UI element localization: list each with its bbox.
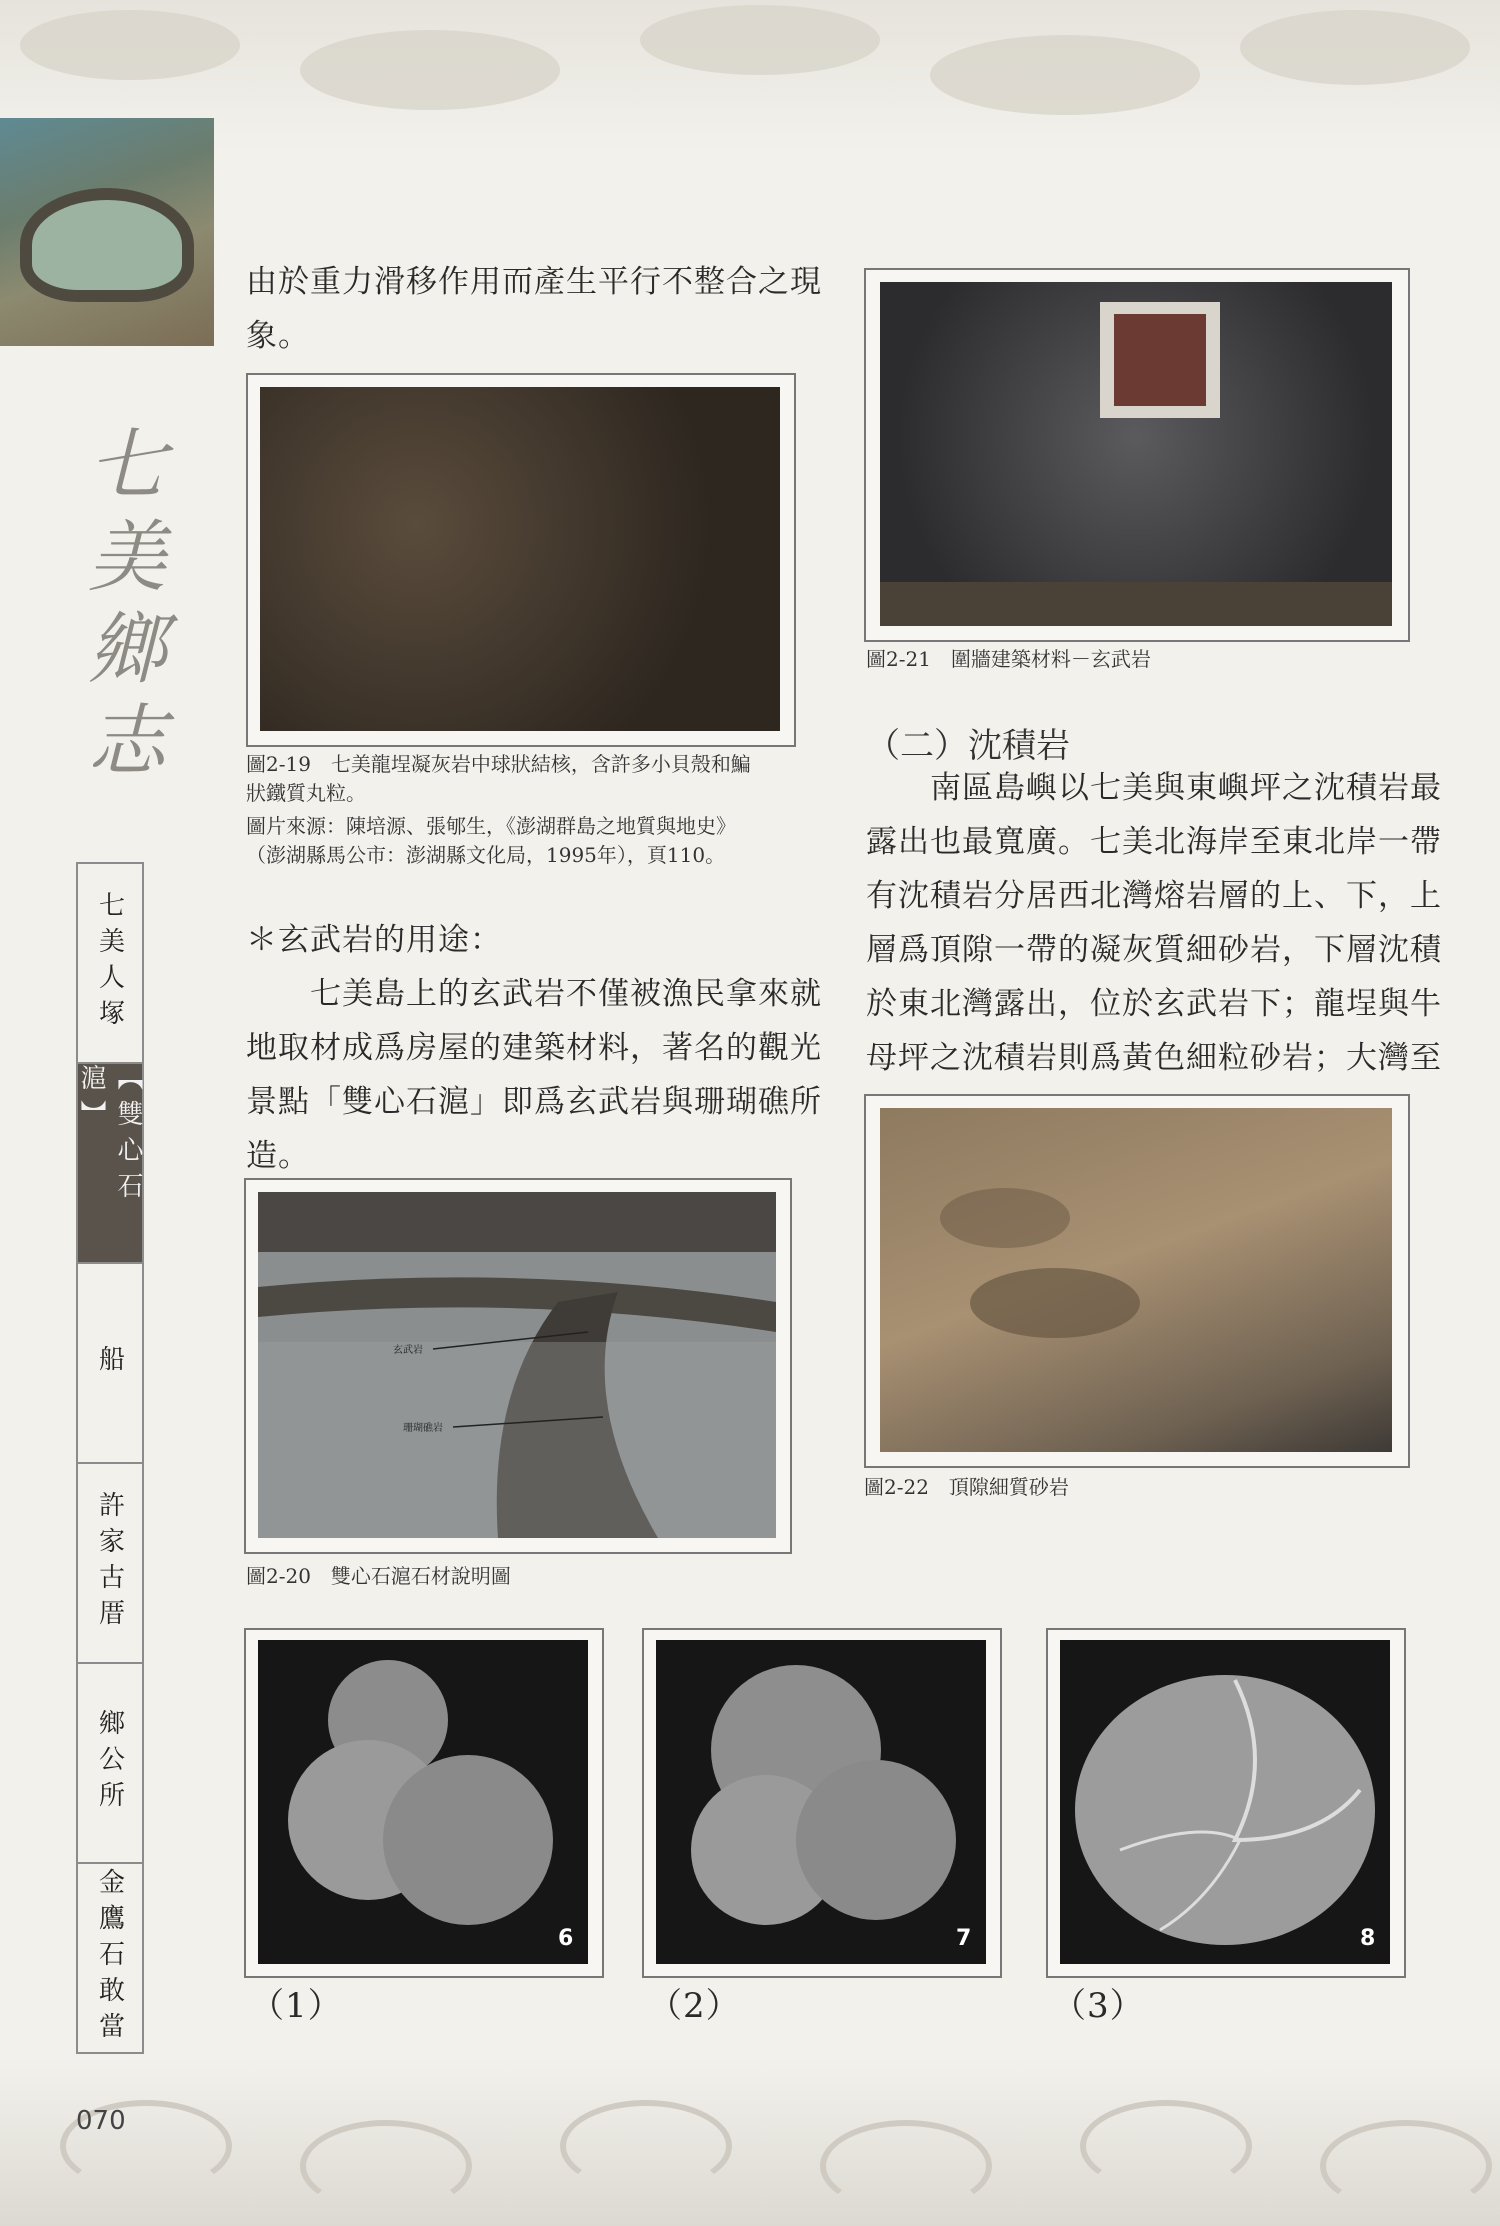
paragraph-line: 露出也最寬廣。七美北海岸至東北岸一帶 [866, 824, 1442, 860]
fig-2-22-frame [864, 1094, 1410, 1468]
fig-2-20-frame [244, 1178, 792, 1554]
fossil-label: （2） [648, 1986, 741, 2026]
double-heart-weir-thumbnail [0, 118, 214, 346]
page-number: 070 [76, 2106, 126, 2136]
paragraph-line: 有沈積岩分居西北灣熔岩層的上、下，上 [866, 878, 1442, 914]
basalt-heading: ＊玄武岩的用途： [246, 922, 502, 958]
book-title-vertical [72, 420, 182, 788]
intro-text-line: 象。 [246, 318, 310, 354]
paragraph-line: 層爲頂隙一帶的凝灰質細砂岩，下層沈積 [866, 932, 1442, 968]
section-heading: （二）沈積岩 [866, 726, 1070, 766]
nav-item-qimei-tomb[interactable]: 七美人塚 [78, 864, 142, 1064]
sandstone-photo [880, 1108, 1392, 1452]
nav-item-township-office[interactable]: 鄉公所 [78, 1664, 142, 1864]
book-title-char: 美 [87, 513, 166, 603]
fig-2-19-source: （澎湖縣馬公市：澎湖縣文化局，1995年），頁110。 [246, 843, 726, 867]
basalt-label: 玄武岩 [393, 1345, 423, 1356]
fossil-frame-3 [1046, 1628, 1406, 1978]
fossil-label: （1） [250, 1986, 343, 2026]
foraminifera-photo-3 [1060, 1640, 1390, 1964]
chapter-nav [76, 862, 144, 2054]
nav-item-stone-talisman[interactable]: 金鷹石敢當 [94, 1868, 125, 2048]
nav-item-double-heart-weir[interactable]: 【雙心石滬】 [78, 1064, 142, 1264]
cloud-header-decoration [0, 0, 1500, 150]
tuff-nodule-photo [260, 387, 780, 731]
basalt-text-line: 七美島上的玄武岩不僅被漁民拿來就 [246, 976, 822, 1012]
book-title-char: 志 [87, 697, 166, 787]
fossil-label: （3） [1052, 1986, 1145, 2026]
specimen-number: 7 [956, 1926, 972, 1951]
foraminifera-photo-2 [656, 1640, 986, 1964]
basalt-text-line: 景點「雙心石滬」即爲玄武岩與珊瑚礁所 [246, 1084, 822, 1120]
coral-label: 珊瑚礁岩 [403, 1423, 443, 1434]
specimen-number: 6 [558, 1926, 574, 1951]
basalt-text-line: 造。 [246, 1138, 310, 1174]
fossil-frame-2 [642, 1628, 1002, 1978]
basalt-wall-photo [880, 282, 1392, 626]
fig-2-22-caption: 圖2-22 頂隙細質砂岩 [864, 1475, 1069, 1499]
nav-item-boat[interactable]: 船 [78, 1264, 142, 1464]
fig-2-20-caption: 圖2-20 雙心石滬石材說明圖 [246, 1564, 511, 1588]
specimen-number: 8 [1360, 1926, 1376, 1951]
nav-item-hsu-house[interactable]: 許家古厝 [78, 1464, 142, 1664]
wave-footer-decoration [0, 2060, 1500, 2226]
book-title-char: 七 [87, 421, 166, 511]
book-title-char: 鄉 [87, 605, 166, 695]
fig-2-19-caption: 圖2-19 七美龍埕凝灰岩中球狀結核，含許多小貝殼和鯿 [246, 752, 751, 776]
fossil-frame-1 [244, 1628, 604, 1978]
basalt-text-line: 地取材成爲房屋的建築材料，著名的觀光 [246, 1030, 822, 1066]
fig-2-19-caption: 狀鐵質丸粒。 [246, 781, 366, 805]
paragraph-line: 南區島嶼以七美與東嶼坪之沈積岩最 [866, 770, 1442, 806]
paragraph-line: 母坪之沈積岩則爲黃色細粒砂岩；大灣至 [866, 1040, 1442, 1076]
fig-2-19-source: 圖片來源：陳培源、張郇生，《澎湖群島之地質與地史》 [246, 814, 736, 838]
foraminifera-photo-1 [258, 1640, 588, 1964]
fig-2-21-frame [864, 268, 1410, 642]
paragraph-line: 於東北灣露出，位於玄武岩下；龍埕與牛 [866, 986, 1442, 1022]
double-heart-weir-photo [258, 1192, 776, 1538]
fig-2-19-frame [246, 373, 796, 747]
fig-2-21-caption: 圖2-21 圍牆建築材料－玄武岩 [866, 647, 1151, 671]
intro-text-line: 由於重力滑移作用而產生平行不整合之現 [246, 264, 822, 300]
